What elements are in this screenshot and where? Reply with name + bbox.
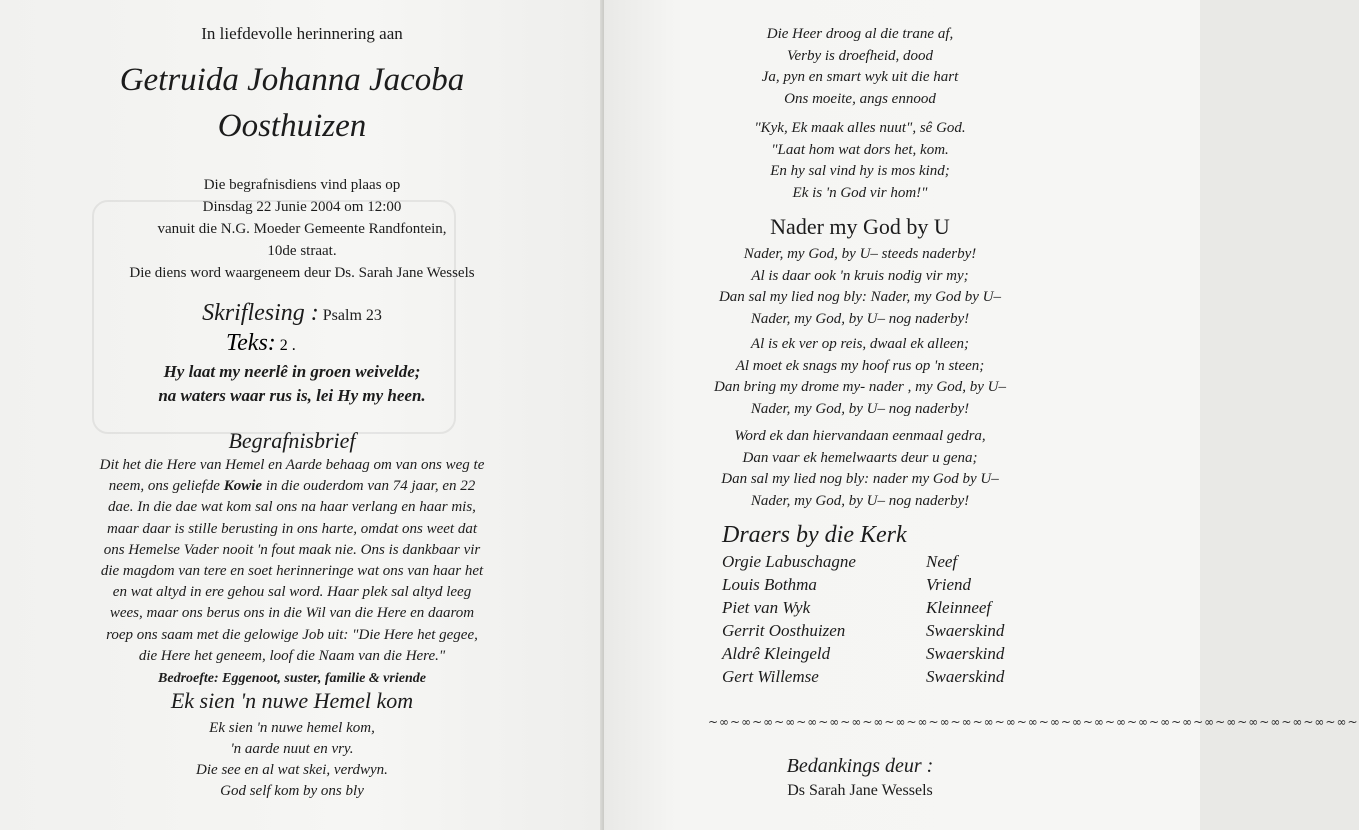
reading-value: Psalm 23 [322,307,382,324]
service-line: 10de straat. [267,243,337,259]
hymn2-line: Dan vaar ek hemelwaarts deur u gena; [742,449,978,466]
bearer-relation: Vriend [926,575,972,594]
hymn-line: God self kom by ons bly [220,783,364,799]
stanza-line: "Kyk, Ek maak alles nuut", sê God. [754,120,966,136]
letter-line [0,476,584,497]
bearer-name: Orgie Labuschagne [722,552,856,571]
letter-line-start: neem, ons geliefde [108,478,224,495]
letter-line: ons Hemelse Vader nooit 'n fout maak nie. Ons is dankbaar vir [103,541,481,558]
bearer-name: Gerrit Oosthuizen [722,621,846,640]
hymn2-line: Al is ek ver op reis, dwaal ek alleen; [750,336,970,352]
letter-line: Dit het die Here van Hemel en Aarde behaag om van ons weg te [99,457,485,473]
hymn2-line: Nader, my God, by U– nog naderby! [750,400,970,417]
bearer-relation: Neef [926,552,958,571]
hymn-line: 'n aarde nuut en vry. [230,741,354,757]
hymn2-line: Al moet ek snags my hoof rus op 'n steen; [735,357,985,374]
service-line: Dinsdag 22 Junie 2004 om 12:00 [202,199,402,215]
stanza-line: Ons moeite, angs ennood [784,90,936,107]
hymn2-line: Dan bring my drome my- nader , my God, by U– [714,379,1006,395]
bearers-heading: Draers by die Kerk [722,522,907,548]
service-line: vanuit die N.G. Moeder Gemeente Randfontein, [157,221,447,237]
bearer-name: Gert Willemse [722,667,819,686]
hymn2-line: Nader, my God, by U– nog naderby! [750,310,970,327]
hymn-line: Ek sien 'n nuwe hemel kom, [209,720,375,736]
stanza-line: "Laat hom wat dors het, kom. [771,141,949,158]
letter-line: die magdom van tere en soet herinneringe wat ons van haar het [100,563,484,580]
bearer-name: Piet van Wyk [722,598,811,617]
text-label: Teks: [226,330,276,356]
thanks-name: Ds Sarah Jane Wessels [787,782,933,799]
thanks-heading: Bedankings deur : [786,755,934,777]
sermon-text [226,330,296,357]
stanza-line: Die Heer droog al die trane af, [766,26,954,42]
hymn2-line: Dan sal my lied nog bly: nader my God by U– [721,471,999,487]
stanza-line: En hy sal vind hy is mos kind; [770,163,950,179]
stanza-2 [604,118,1116,204]
service-line: Die diens word waargeneem deur Ds. Sarah Jane Wessels [129,265,475,281]
letter-line: wees, maar ons berus ons in die Wil van die Here en daarom [109,605,475,622]
hymn2-stanza-3 [604,426,1116,512]
letter-line: die Here het geneem, loof die Naam van die Here." [138,647,446,664]
letter-heading: Begrafnisbrief [228,428,356,453]
right-page [604,0,1359,830]
left-page [0,0,604,830]
bearer-relation: Swaerskind [926,621,1005,640]
letter-line: en wat altyd in ere gehou sal word. Haar plek sal altyd leeg [112,584,472,601]
stanza-line: Ja, pyn en smart wyk uit die hart [761,69,959,85]
hymn2-line: Al is daar ook 'n kruis nodig vir my; [751,267,969,284]
hymn2-heading: Nader my God by U [770,214,950,239]
stanza-1 [604,24,1116,110]
bearer-relation: Swaerskind [926,644,1005,663]
service-line: Die begrafnisdiens vind plaas op [203,177,401,193]
hymn2-line: Nader, my God, by U– nog naderby! [750,492,970,509]
hymn-body [0,718,584,802]
reading-label: Skriflesing : [202,300,319,326]
text-value: 2 . [279,337,296,354]
letter-line: maar daar is stille berusting in ons harte, omdat ons weet dat [106,520,477,537]
hymn2-line: Word ek dan hiervandaan eenmaal gedra, [734,428,986,444]
intro-line: In liefdevolle herinnering aan [201,24,403,43]
bearer-name: Louis Bothma [722,575,817,594]
letter-line-end: in die ouderdom van 74 jaar, en 22 [262,478,476,495]
hymn2-line: Nader, my God, by U– steeds naderby! [743,246,977,262]
service-details [0,174,604,284]
ornamental-divider: ~∞~∞~∞~∞~∞~∞~∞~∞~∞~∞~∞~∞~∞~∞~∞~∞~∞~∞~∞~∞~∞~∞~∞~∞~∞~∞~∞~∞~∞~ [708,715,1359,729]
nickname: Kowie [223,478,263,495]
letter-line: dae. In die dae wat kom sal ons na haar verlang en haar mis, [108,499,476,516]
hymn2-stanza-2 [604,334,1116,420]
letter-line: roep ons saam met die gelowige Job uit: "Die Here het gegee, [106,626,478,643]
hymn2-stanza-1 [604,244,1116,330]
verse-line-1: Hy laat my neerlê in groen weivelde; [163,362,421,381]
scripture-reading [0,300,584,327]
bearer-relation: Swaerskind [926,667,1005,686]
stanza-line: Ek is 'n God vir hom!" [792,184,928,201]
deceased-name-line2: Oosthuizen [217,108,367,144]
stanza-line: Verby is droefheid, dood [786,47,934,64]
bearer-name: Aldrê Kleingeld [722,644,831,663]
deceased-name-line1: Getruida Johanna Jacoba [119,62,465,98]
hymn-heading: Ek sien 'n nuwe Hemel kom [170,688,414,713]
bearer-relation: Kleinneef [926,598,992,617]
bereaved-line: Bedroefte: Eggenoot, suster, familie & vriende [158,671,426,686]
verse-line-2: na waters waar rus is, lei Hy my heen. [158,386,426,405]
hymn-line: Die see en al wat skei, verdwyn. [196,762,388,778]
letter-body [0,455,584,667]
hymn2-line: Dan sal my lied nog bly: Nader, my God by U– [718,289,1002,305]
